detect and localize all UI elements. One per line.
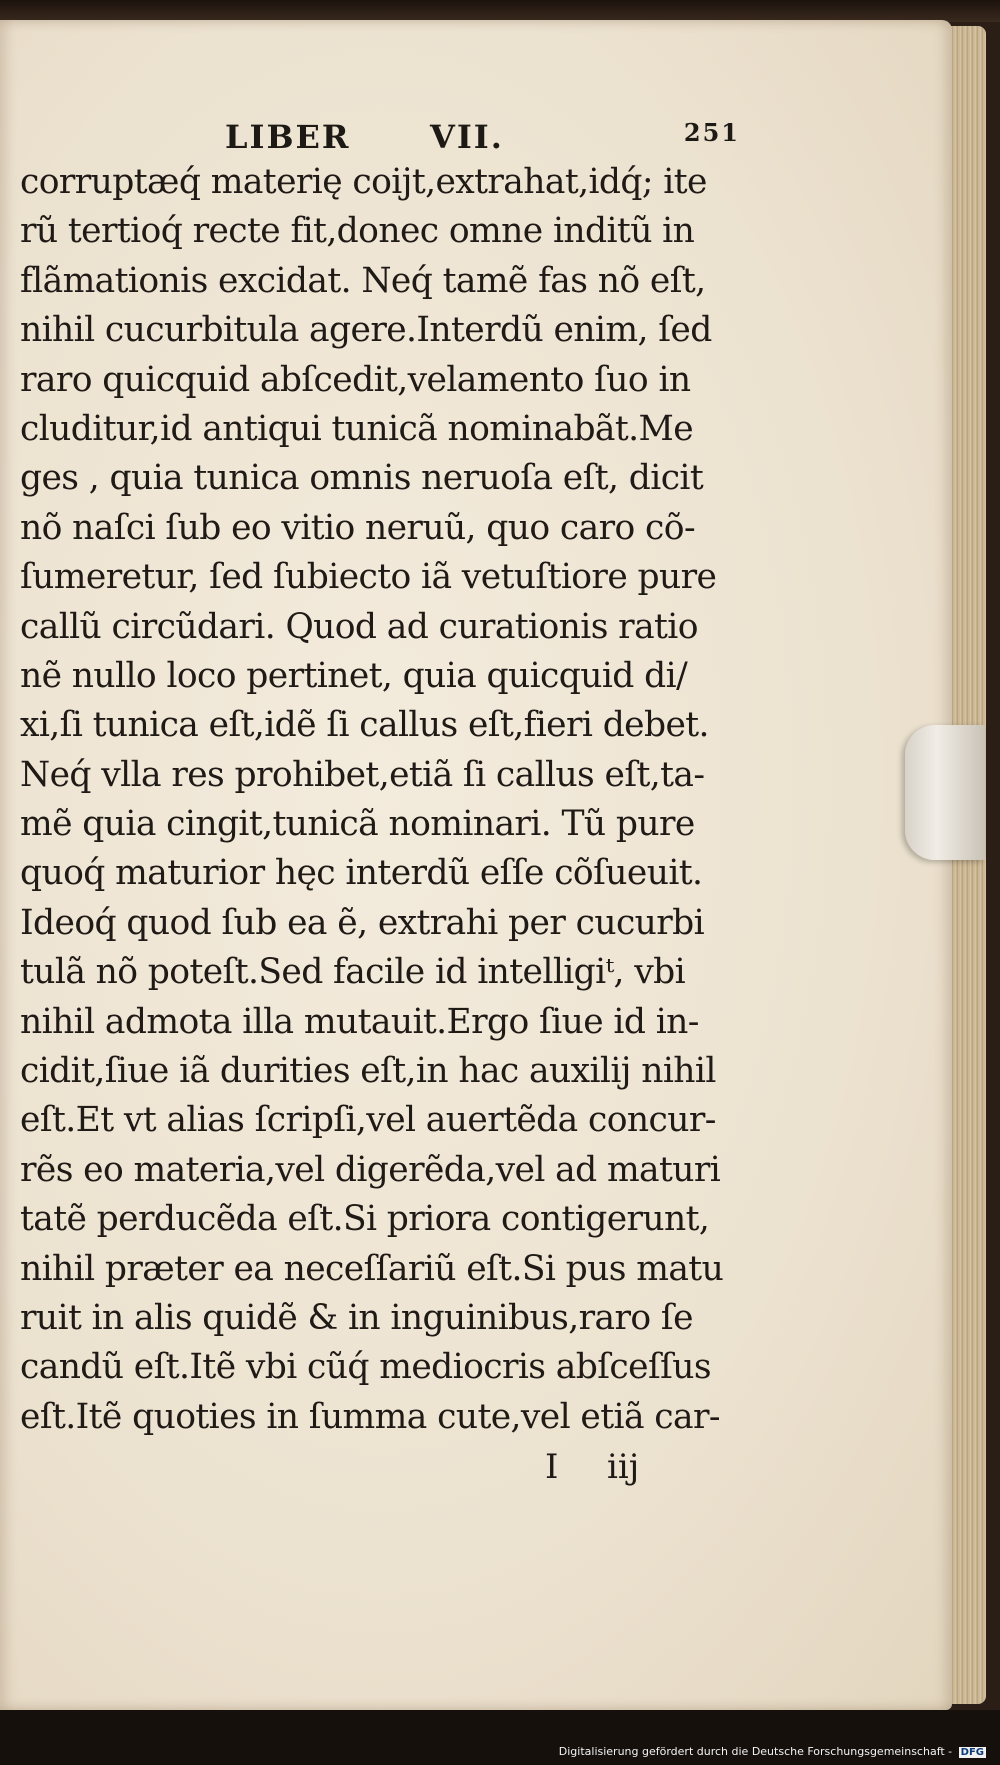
dfg-logo: DFG: [960, 1747, 984, 1758]
text-line: nẽ nullo loco pertinet, quia quicquid di/: [20, 655, 688, 696]
signature-number: iij: [607, 1447, 640, 1487]
text-line: tatẽ perducẽda eſt.Si priora contigerunt,: [20, 1199, 710, 1240]
running-head: [210, 118, 740, 158]
text-line: candũ eſt.Itẽ vbi cũq́ mediocris abſceſſus: [20, 1347, 712, 1388]
running-head-book-number: VII.: [430, 118, 504, 156]
text-line: mẽ quia cingit,tunicã nominari. Tũ pure: [20, 804, 695, 845]
text-line: flãmationis excidat. Neq́ tamẽ fas nõ eſt,: [20, 260, 706, 301]
signature-mark: [545, 1447, 705, 1497]
page-clasp: [905, 725, 985, 860]
text-line: nihil præter ea neceſſariũ eſt.Si pus matu: [20, 1248, 724, 1289]
text-line: callũ circũdari. Quod ad curationis ratio: [20, 606, 698, 647]
text-line: quoq́ maturior hęc interdũ eſſe cõſueuit.: [20, 853, 703, 894]
text-line: ges , quia tunica omnis neruoſa eſt, dicit: [20, 458, 704, 499]
text-line: eſt.Et vt alias ſcripſi,vel auertẽda concur-: [20, 1100, 716, 1141]
text-line: corruptæq́ materię coijt,extrahat,idq́; ite: [20, 162, 707, 202]
running-head-liber: LIBER: [225, 118, 351, 156]
text-line: nihil cucurbitula agere.Interdũ enim, ſed: [20, 310, 712, 351]
text-line: cluditur,id antiqui tunicã nominabãt.Me: [20, 408, 694, 449]
text-line: xi,ſi tunica eſt,idẽ ſi callus eſt,fieri debet.: [20, 705, 709, 746]
book-top-edge: [0, 0, 1000, 22]
text-line: rẽs eo materia,vel digerẽda,vel ad maturi: [20, 1149, 721, 1190]
text-line: raro quicquid abſcedit,velamento ſuo in: [20, 359, 691, 400]
text-line: Ideoq́ quod ſub ea ẽ, extrahi per cucurbi: [20, 902, 705, 943]
text-line: ſumeretur, ſed ſubiecto iã vetuſtiore pure: [20, 557, 717, 598]
text-line: rũ tertioq́ recte fit,donec omne inditũ in: [20, 211, 695, 252]
text-line: Neq́ vlla res prohibet,etiã ſi callus eſt,ta-: [20, 754, 705, 795]
text-line: eſt.Itẽ quoties in ſumma cute,vel etiã car-: [20, 1396, 720, 1437]
credit-text: Digitalisierung gefördert durch die Deutsche Forschungsgemeinschaft -: [558, 1745, 953, 1758]
digitization-credit: [559, 1745, 986, 1761]
text-line: nõ naſci ſub eo vitio neruũ, quo caro cõ-: [20, 507, 696, 548]
signature-letter: I: [545, 1447, 559, 1487]
folio-number: 251: [683, 118, 740, 147]
text-line: cidit,ſiue iã durities eſt,in hac auxilij nihil: [20, 1051, 716, 1092]
body-text: [20, 158, 760, 1442]
text-line: tulã nõ poteſt.Sed facile id intelligiᵗ, vbi: [20, 952, 686, 993]
text-line: nihil admota illa mutauit.Ergo ſiue id in-: [20, 1001, 699, 1042]
text-line: ruit in alis quidẽ & in inguinibus,raro ſe: [20, 1297, 693, 1338]
